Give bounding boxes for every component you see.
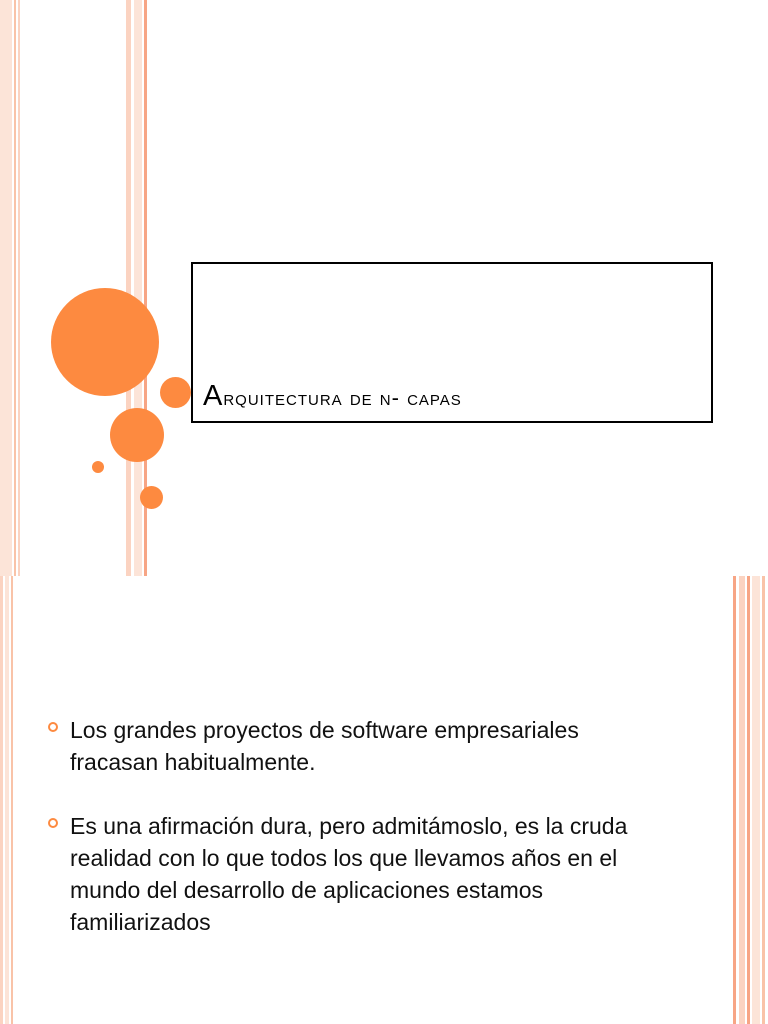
decorative-stripe [5,576,9,1024]
content-slide [0,576,768,1024]
decorative-stripe [0,576,3,1024]
small-circle-decoration [160,377,191,408]
decorative-stripe [733,576,736,1024]
decorative-stripe [762,576,765,1024]
decorative-stripe [747,576,750,1024]
decorative-stripe [11,576,13,1024]
bullet-list [48,714,668,970]
decorative-stripe [0,0,12,576]
decorative-stripe [739,576,745,1024]
title-box [191,262,713,423]
small-circle-decoration [140,486,163,509]
bullet-circle-icon [48,818,58,828]
bullet-circle-icon [48,722,58,732]
medium-circle-decoration [110,408,164,462]
decorative-stripe [18,0,20,576]
slide-title: Arquitectura de n- capas [203,380,462,412]
decorative-stripe [752,576,760,1024]
list-item [48,714,668,778]
decorative-stripe [126,0,131,576]
bullet-text: Los grandes proyectos de software empresariales fracasan habitualmente. [70,717,579,775]
tiny-circle-decoration [92,461,104,473]
decorative-stripe [14,0,16,576]
list-item [48,810,668,938]
large-circle-decoration [51,288,159,396]
decorative-stripe [134,0,142,576]
bullet-text: Es una afirmación dura, pero admitámoslo, es la cruda realidad con lo que todos los que llevamos años en el mundo del desarrollo de aplicaciones estamos familiarizados [70,813,628,935]
